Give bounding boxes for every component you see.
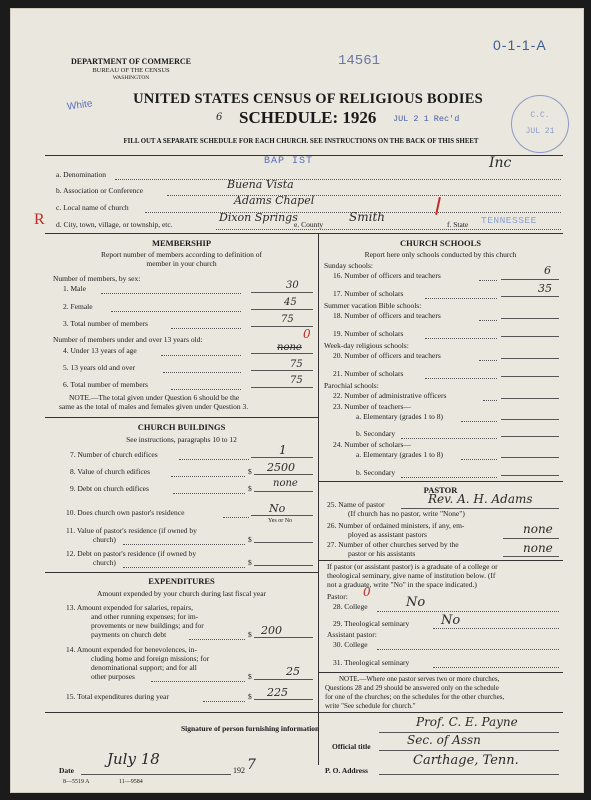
q29-label: 29. Theological seminary <box>333 619 410 628</box>
q30-leader <box>377 649 559 650</box>
q13-label-3: provements or new buildings; and for <box>91 621 204 630</box>
q3-total-label: 3. Total number of members <box>63 319 148 328</box>
q19-leader <box>425 338 497 339</box>
q19-label: 19. Number of scholars <box>333 329 404 338</box>
q13-label-2: and other running expenses; for im- <box>91 612 199 621</box>
assistant-pastor-label: Assistant pastor: <box>327 630 377 639</box>
q14-dollar: $ <box>248 672 252 681</box>
q17-answer-line <box>501 296 559 297</box>
q3-leader <box>171 328 241 329</box>
received-stamp: JUL 2 1 Rec'd <box>393 114 460 124</box>
q15-answer-line <box>254 699 313 700</box>
q10-answer-line <box>251 515 313 516</box>
grid-bottom-rule <box>45 712 563 713</box>
q5-over13-label: 5. 13 years old and over <box>63 363 136 372</box>
q26-label-1: 26. Number of ordained ministers, if any, em- <box>327 521 465 530</box>
association-value: Buena Vista <box>227 178 294 191</box>
signature-label: Signature of person furnishing information <box>181 724 320 733</box>
year-handwritten: 7 <box>247 757 256 773</box>
membership-note-2: same as the total of males and females given under Question 3. <box>59 402 249 411</box>
q11-answer-line <box>254 542 313 543</box>
q18-label: 18. Number of officers and teachers <box>333 311 441 320</box>
q28-red-zero: 0 <box>363 585 371 599</box>
q17-value: 35 <box>538 282 552 295</box>
pastor-sub-label: Pastor: <box>327 592 348 601</box>
q20-leader <box>479 360 497 361</box>
signature-value: Prof. C. E. Payne <box>416 715 518 729</box>
q7-label: 7. Number of church edifices <box>70 450 158 459</box>
q10-leader <box>223 517 249 518</box>
q1-male-label: 1. Male <box>63 284 86 293</box>
schedule-title: SCHEDULE: 1926 <box>239 108 377 127</box>
q28-value: No <box>406 595 426 610</box>
members-by-sex-label: Number of members, by sex: <box>53 274 141 283</box>
pastor-note-1: NOTE.—Where one pastor serves two or more churches, <box>339 675 500 683</box>
q25-answer-line <box>401 508 559 509</box>
q31-label: 31. Theological seminary <box>333 658 410 667</box>
q15-dollar: $ <box>248 692 252 701</box>
date-label: Date <box>59 766 74 775</box>
state-label: f. State <box>447 220 469 229</box>
pastor-note-rule <box>318 672 563 673</box>
q24b-leader <box>401 477 497 478</box>
q12-answer-line <box>254 565 313 566</box>
q15-label: 15. Total expenditures during year <box>66 692 169 701</box>
yes-no-hint: Yes or No <box>268 518 293 524</box>
q27-label-1: 27. Number of other churches served by the <box>327 540 459 549</box>
q4-under13-value: none <box>277 342 302 353</box>
q12-leader <box>123 567 245 568</box>
q27-value: none <box>523 541 553 555</box>
q16-value: 6 <box>544 264 551 277</box>
q10-label: 10. Does church own pastor's residence <box>66 508 185 517</box>
q19-answer-line <box>501 336 559 337</box>
handwritten-six: 6 <box>216 112 223 123</box>
q1-leader <box>101 293 241 294</box>
q24b-answer-line <box>501 475 559 476</box>
denomination-line <box>115 179 561 180</box>
denomination-code: Inc <box>489 155 512 171</box>
graduate-text-2: theological seminary, give name of institution below. (If <box>327 571 496 580</box>
buildings-top-rule <box>45 417 318 418</box>
q5-answer-line <box>251 370 313 371</box>
state-value-stamp: TENNESSEE <box>481 215 537 226</box>
q21-leader <box>425 378 497 379</box>
q2-female-value: 45 <box>284 297 297 308</box>
q7-value: 1 <box>279 443 287 457</box>
q25-label-2: (If church has no pastor, write "None") <box>348 509 465 518</box>
association-line <box>167 195 561 196</box>
denomination-label: a. Denomination <box>56 170 106 179</box>
schools-sub: Report here only schools conducted by this church <box>364 250 517 259</box>
q23b-leader <box>401 438 497 439</box>
q11-label-2: church) <box>93 535 116 544</box>
q20-label: 20. Number of officers and teachers <box>333 351 441 360</box>
q9-answer-line <box>254 491 313 492</box>
q8-leader <box>171 476 245 477</box>
q26-value: none <box>523 522 553 536</box>
q13-value: 200 <box>261 624 282 637</box>
q10-value: No <box>269 502 286 515</box>
seal-top-text: C.C. <box>530 111 550 120</box>
q25-value: Rev. A. H. Adams <box>428 492 533 506</box>
grid-top-rule <box>45 233 563 234</box>
department-name: DEPARTMENT OF COMMERCE <box>70 57 191 66</box>
under-over-label: Number of members under and over 13 years old: <box>53 335 203 344</box>
serial-number-stamp: 14561 <box>338 53 381 69</box>
census-schedule-page <box>10 8 584 793</box>
q12-label-1: 12. Debt on pastor's residence (if owned by <box>66 549 197 558</box>
q9-leader <box>173 493 245 494</box>
local-name-value: Adams Chapel <box>234 194 315 207</box>
city-label: d. City, town, village, or township, etc. <box>56 220 173 229</box>
q18-leader <box>479 320 497 321</box>
q4-red-zero: 0 <box>303 327 311 341</box>
q23b-label: b. Secondary <box>356 429 396 438</box>
q3-total-value: 75 <box>281 314 294 325</box>
q8-answer-line <box>254 474 313 475</box>
q29-value: No <box>441 613 461 628</box>
graduate-top-rule <box>318 560 563 561</box>
q25-label-1: 25. Name of pastor <box>327 500 385 509</box>
q24a-answer-line <box>501 457 559 458</box>
buildings-title: CHURCH BUILDINGS <box>137 422 226 432</box>
q21-label: 21. Number of scholars <box>333 369 404 378</box>
q30-label: 30. College <box>333 640 368 649</box>
expenditures-title: EXPENDITURES <box>148 576 215 586</box>
q16-label: 16. Number of officers and teachers <box>333 271 441 280</box>
q8-label: 8. Value of church edifices <box>70 467 151 476</box>
q14-value: 25 <box>286 665 300 678</box>
q13-dollar: $ <box>248 630 252 639</box>
sunday-schools-label: Sunday schools: <box>324 261 373 270</box>
official-title-value: Sec. of Assn <box>407 733 481 747</box>
q24b-label: b. Secondary <box>356 468 396 477</box>
q23a-leader <box>461 421 497 422</box>
q17-label: 17. Number of scholars <box>333 289 404 298</box>
q12-dollar: $ <box>248 558 252 567</box>
schools-title: CHURCH SCHOOLS <box>400 238 481 248</box>
date-value: July 18 <box>107 750 160 768</box>
denomination-stamp: BAP IST <box>264 156 314 167</box>
q4-answer-line <box>251 353 313 354</box>
po-address-value: Carthage, Tenn. <box>413 753 519 768</box>
q7-answer-line <box>251 457 313 458</box>
graduate-text-1: If pastor (or assistant pastor) is a graduate of a college or <box>327 562 498 571</box>
pastor-note-2: Questions 28 and 29 should be answered only on the schedule <box>325 684 499 692</box>
q1-male-value: 30 <box>286 280 299 291</box>
q23a-answer-line <box>501 419 559 420</box>
q16-answer-line <box>501 279 559 280</box>
parochial-schools-label: Parochial schools: <box>324 381 379 390</box>
q14-leader <box>151 681 245 682</box>
q11-dollar: $ <box>248 535 252 544</box>
print-number: 11—9584 <box>119 779 143 785</box>
q8-value: 2500 <box>267 461 295 474</box>
pastor-note-4: write "See schedule for church." <box>325 702 416 710</box>
q14-label-3: denominational support; and for all <box>91 663 197 672</box>
association-label: b. Association or Conference <box>56 186 144 195</box>
date-line <box>81 774 231 775</box>
q5-over13-value: 75 <box>290 359 303 370</box>
q13-leader <box>189 639 245 640</box>
q14-label-2: cluding home and foreign missions; for <box>91 654 210 663</box>
q20-answer-line <box>501 358 559 359</box>
q15-leader <box>203 701 245 702</box>
q18-answer-line <box>501 318 559 319</box>
q13-label-1: 13. Amount expended for salaries, repairs, <box>66 603 194 612</box>
q22-leader <box>483 400 497 401</box>
q21-answer-line <box>501 376 559 377</box>
q23-label: 23. Number of teachers— <box>333 402 411 411</box>
q23a-label: a. Elementary (grades 1 to 8) <box>356 412 444 421</box>
year-printed: 192 <box>233 766 245 775</box>
form-number: 8—5519 A <box>63 779 90 785</box>
q14-label-4: other purposes <box>91 672 135 681</box>
file-code: 0-1-1-A <box>493 37 547 53</box>
q9-label: 9. Debt on church edifices <box>70 484 149 493</box>
q11-label-1: 11. Value of pastor's residence (if owned by <box>66 526 197 535</box>
q9-value: none <box>273 478 298 489</box>
q15-value: 225 <box>267 686 288 699</box>
bureau-name: BUREAU OF THE CENSUS <box>92 67 170 74</box>
q22-answer-line <box>501 398 559 399</box>
po-address-label: P. O. Address <box>325 766 368 775</box>
membership-sub-1: Report number of members according to definition of <box>101 250 262 259</box>
weekday-schools-label: Week-day religious schools: <box>324 341 409 350</box>
margin-r-mark: R <box>34 211 45 228</box>
local-name-label: c. Local name of church <box>56 203 129 212</box>
q24a-label: a. Elementary (grades 1 to 8) <box>356 450 444 459</box>
q6-answer-line <box>251 387 313 388</box>
official-title-line <box>379 750 559 751</box>
q17-leader <box>425 298 497 299</box>
q11-leader <box>123 544 245 545</box>
q14-label-1: 14. Amount expended for benevolences, in- <box>66 645 198 654</box>
buildings-sub: See instructions, paragraphs 10 to 12 <box>126 435 237 444</box>
official-title-label: Official title <box>332 742 371 751</box>
white-stamp: White <box>66 98 94 113</box>
summer-schools-label: Summer vacation Bible schools: <box>324 301 422 310</box>
county-label: e. County <box>294 220 324 229</box>
q28-leader <box>377 611 559 612</box>
q13-answer-line <box>254 637 313 638</box>
q24a-leader <box>461 459 497 460</box>
city-name: WASHINGTON <box>112 75 150 81</box>
county-value: Smith <box>349 210 385 224</box>
pastor-top-rule <box>318 481 563 482</box>
q26-label-2: ployed as assistant pastors <box>348 530 427 539</box>
q2-answer-line <box>251 309 313 310</box>
form-title: UNITED STATES CENSUS OF RELIGIOUS BODIES <box>133 91 483 107</box>
q9-dollar: $ <box>248 484 252 493</box>
instructions-line: FILL OUT A SEPARATE SCHEDULE FOR EACH CHURCH. SEE INSTRUCTIONS ON THE BACK OF THIS SHEET <box>123 138 479 145</box>
q27-label-2: pastor or his assistants <box>348 549 416 558</box>
q2-leader <box>111 311 241 312</box>
q4-under13-label: 4. Under 13 years of age <box>63 346 137 355</box>
po-address-line <box>379 774 559 775</box>
q31-leader <box>433 667 559 668</box>
q23b-answer-line <box>501 436 559 437</box>
graduate-text-3: not a graduate, write "No" in the space indicated.) <box>327 580 477 589</box>
city-line <box>216 229 561 230</box>
q6-leader <box>171 389 241 390</box>
expenditures-top-rule <box>45 572 318 573</box>
q6-total-value: 75 <box>290 375 303 386</box>
q7-leader <box>179 459 249 460</box>
q29-leader <box>433 628 559 629</box>
q4-leader <box>161 355 241 356</box>
q13-label-4: payments on church debt <box>91 630 167 639</box>
q6-total-label: 6. Total number of members <box>63 380 148 389</box>
expenditures-sub: Amount expended by your church during last fiscal year <box>96 589 267 598</box>
q8-dollar: $ <box>248 467 252 476</box>
city-value: Dixon Springs <box>219 211 298 224</box>
q24-label: 24. Number of scholars— <box>333 440 411 449</box>
grid-center-rule <box>318 233 319 765</box>
q27-answer-line <box>503 556 559 557</box>
pastor-note-3: for one of the churches; on the schedules for the other churches, <box>325 693 505 701</box>
q16-leader <box>479 280 497 281</box>
q22-label: 22. Number of administrative officers <box>333 391 447 400</box>
q12-label-2: church) <box>93 558 116 567</box>
q2-female-label: 2. Female <box>63 302 93 311</box>
membership-title: MEMBERSHIP <box>151 238 212 248</box>
q28-label: 28. College <box>333 602 368 611</box>
membership-sub-2: member in your church <box>146 259 217 268</box>
seal-bottom-text: JUL 21 <box>525 127 555 136</box>
q14-answer-line <box>254 679 313 680</box>
q1-answer-line <box>251 292 313 293</box>
q26-answer-line <box>503 538 559 539</box>
membership-note-1: NOTE.—The total given under Question 6 should be the <box>69 393 240 402</box>
q5-leader <box>163 372 241 373</box>
pastor-title: PASTOR <box>423 485 458 495</box>
